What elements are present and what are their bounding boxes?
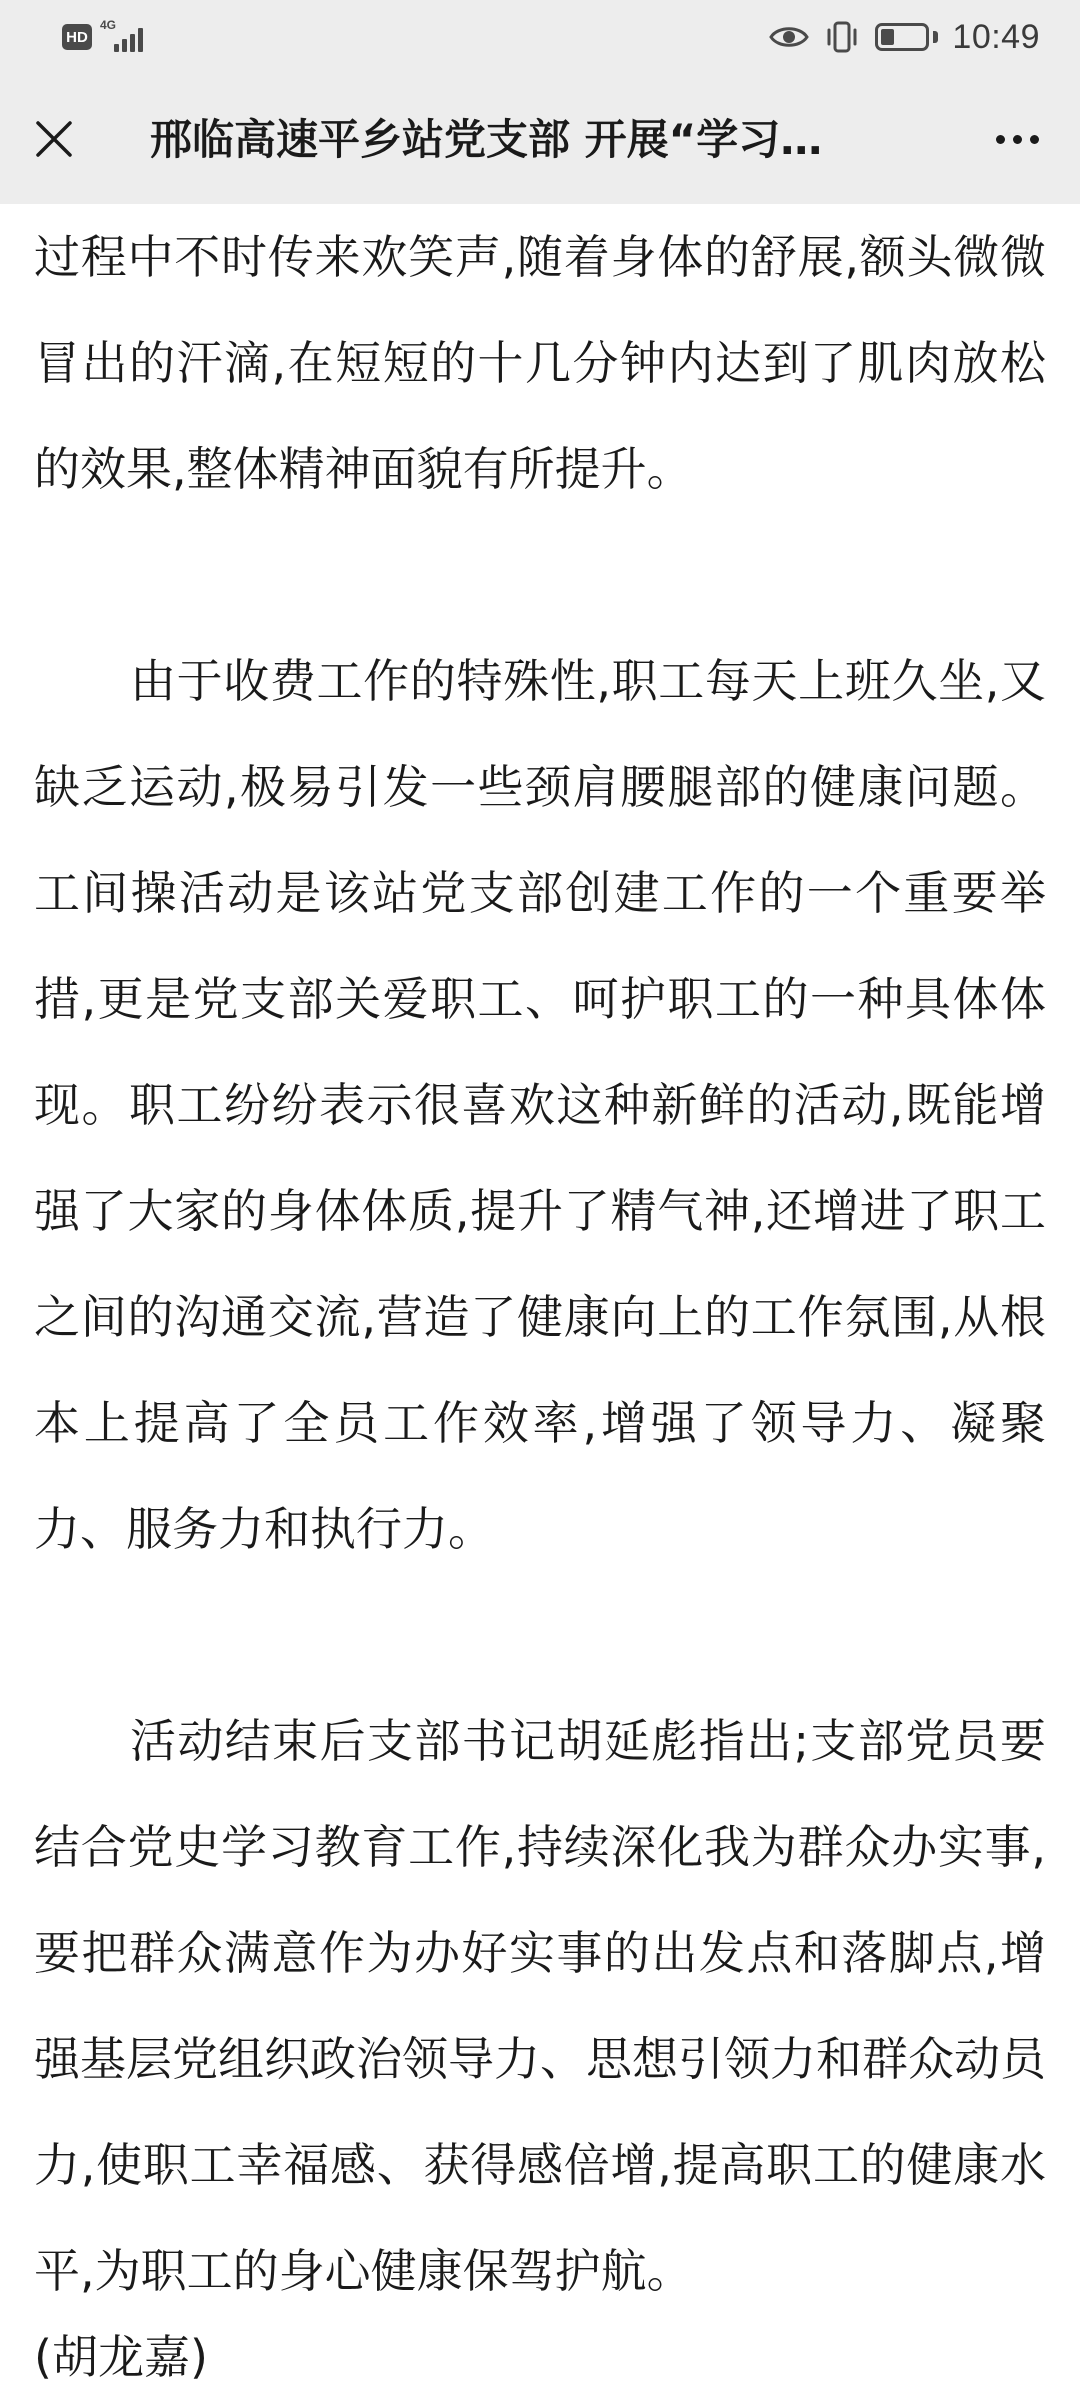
signal-icon [100,20,148,54]
article-body [34,204,1046,2384]
battery-icon [875,23,929,51]
close-button[interactable] [24,109,84,169]
more-icon-dot [1013,135,1022,144]
more-icon-dot [996,135,1005,144]
article-paragraph-2: 由于收费工作的特殊性,职工每天上班久坐,又缺乏运动,极易引发一些颈肩腰腿部的健康问题。工间操活动是该站党支部创建工作的一个重要举措,更是党支部关爱职工、呵护职工的一种具体体现。职工纷纷表示很喜欢这种新鲜的活动,既能增强了大家的身体体质,提升了精气神,还增进了职工之间的沟通交流,营造了健康向上的工作氛围,从根本上提高了全员工作效率,增强了领导力、凝聚力、服务力和执行力。 [34,654,1046,1556]
hd-badge: HD [62,24,92,50]
page-title: 邢临高速平乡站党支部 开展“学习… [150,115,823,164]
status-left [62,20,148,54]
status-right [769,14,1040,60]
paragraph-spacer [34,1582,1046,1688]
article-signature: (胡龙嘉) [34,2330,208,2384]
more-icon-dot [1030,135,1039,144]
network-label: 4G [100,18,117,32]
article-paragraph-1: 过程中不时传来欢笑声,随着身体的舒展,额头微微冒出的汗滴,在短短的十几分钟内达到了肌肉放松的效果,整体精神面貌有所提升。 [34,230,1046,496]
vibrate-icon [825,21,859,53]
eye-icon [769,23,809,51]
battery-cap [933,31,938,43]
close-icon [34,119,74,159]
paragraph-spacer [34,522,1046,628]
more-button[interactable] [982,114,1052,164]
signal-bars [114,28,146,52]
nav-bar [0,74,1080,204]
status-bar [0,0,1080,74]
status-time: 10:49 [952,17,1040,56]
battery-fill [881,29,894,45]
article-paragraph-3: 活动结束后支部书记胡延彪指出;支部党员要结合党史学习教育工作,持续深化我为群众办实事,要把群众满意作为办好实事的出发点和落脚点,增强基层党组织政治领导力、思想引领力和群众动员力,使职工幸福感、获得感倍增,提高职工的健康水平,为职工的身心健康保驾护航。 [34,1714,1046,2298]
